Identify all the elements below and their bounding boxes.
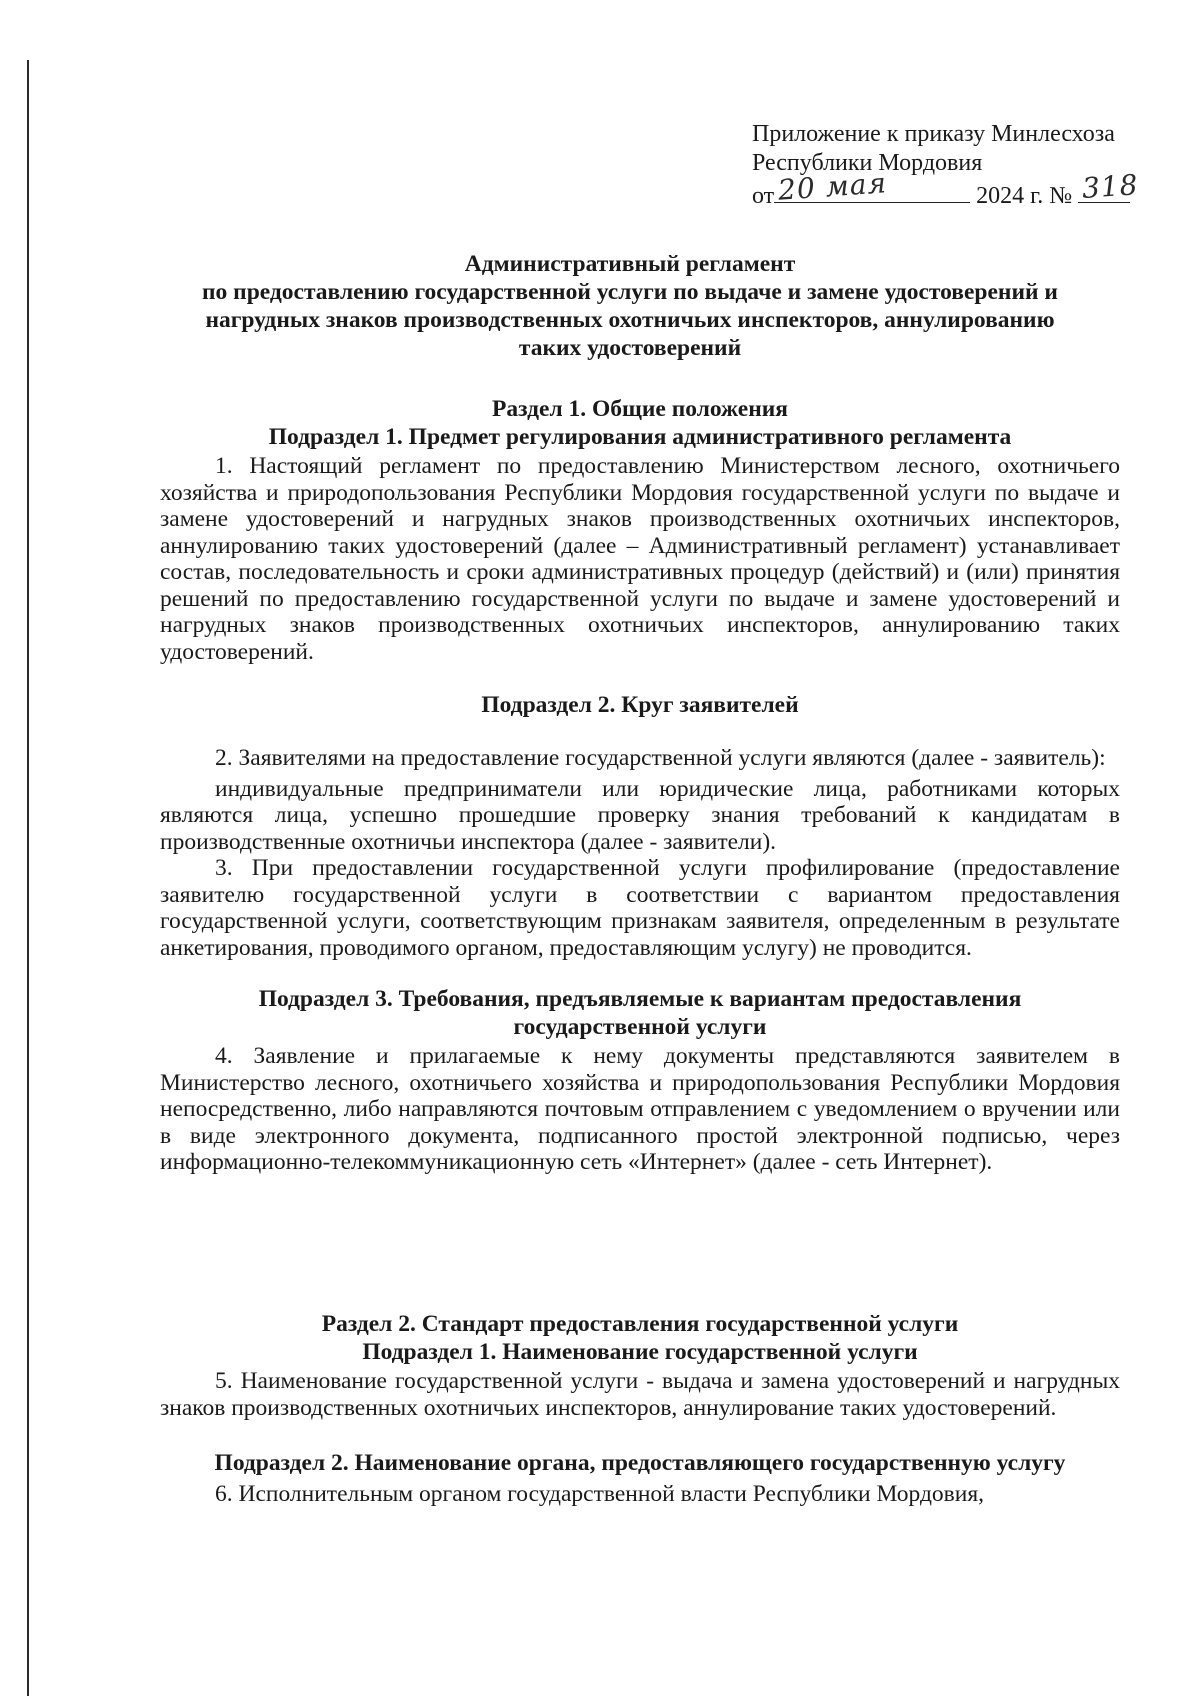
approval-line-1: Приложение к приказу Минлесхоза bbox=[752, 121, 1115, 147]
section-1 bbox=[160, 395, 1120, 1176]
paragraph-2: 2. Заявителями на предоставление государственной услуги являются (далее - заявитель): bbox=[215, 745, 1106, 771]
section-1-heading: Раздел 1. Общие положения bbox=[492, 396, 788, 422]
approval-line-2: Республики Мордовия bbox=[752, 150, 983, 176]
title-line-2: по предоставлению государственной услуги по выдаче и замене удостоверений и bbox=[202, 279, 1058, 305]
section-1-subsection-3-heading-line-2: государственной услуги bbox=[513, 1014, 767, 1040]
section-2 bbox=[160, 1310, 1120, 1508]
title-line-3: нагрудных знаков производственных охотничьих инспекторов, аннулированию bbox=[205, 307, 1055, 333]
section-2-subsection-1-heading: Подраздел 1. Наименование государственной услуги bbox=[362, 1339, 918, 1365]
date-blank bbox=[774, 166, 970, 207]
section-1-subsection-3-heading-line-1: Подраздел 3. Требования, предъявляемые к вариантам предоставления bbox=[258, 986, 1022, 1012]
title-line-4: таких удостоверений bbox=[518, 335, 742, 361]
section-2-heading: Раздел 2. Стандарт предоставления государственной услуги bbox=[321, 1311, 959, 1337]
paragraph-2b: индивидуальные предприниматели или юридические лица, работниками которых являются лица, успешно прошедшие проверку знания требований к кандидатам в производственные охотничьи инспектора (далее - заявители). bbox=[160, 775, 1120, 855]
section-1-subsection-2-heading: Подраздел 2. Круг заявителей bbox=[481, 692, 799, 718]
approval-stamp-block bbox=[752, 120, 1172, 211]
handwritten-number: 318 bbox=[1081, 168, 1140, 205]
paragraph-1: 1. Настоящий регламент по предоставлению Министерством лесного, охотничьего хозяйства и природопользования Республики Мордовия государственной услуги по выдаче и замене удостоверений и нагрудных знаков производственных охотничьих инспекторов, аннулированию таких удостоверений (далее – Административный регламент) устанавливает состав, последовательность и сроки административных процедур (действий) и (или) принятия решений по предоставлению государственной услуги по выдаче и замене удостоверений и нагрудных знаков производственных охотничьих инспекторов, аннулированию таких удостоверений. bbox=[160, 453, 1120, 665]
section-2-subsection-2-heading: Подраздел 2. Наименование органа, предоставляющего государственную услугу bbox=[214, 1450, 1066, 1476]
paragraph-4: 4. Заявление и прилагаемые к нему документы представляются заявителем в Министерство лесного, охотничьего хозяйства и природопользования Республики Мордовия непосредственно, либо направляются почтовым отправлением с уведомлением о вручении или в виде электронного документа, подписанного простой электронной подписью, через информационно-телекоммуникационную сеть «Интернет» (далее - сеть Интернет). bbox=[160, 1043, 1120, 1175]
date-prefix: от bbox=[752, 183, 775, 209]
paragraph-3: 3. При предоставлении государственной услуги профилирование (предоставление заявителю государственной услуги в соответствии с вариантом предоставления государственной услуги, соответствующим признакам заявителя, определенным в результате анкетирования, проводимого органом, предоставляющим услугу) не проводится. bbox=[160, 855, 1120, 961]
document-title bbox=[170, 250, 1090, 362]
paragraph-5: 5. Наименование государственной услуги - выдача и замена удостоверений и нагрудных знаков производственных охотничьих инспекторов, аннулирование таких удостоверений. bbox=[160, 1368, 1120, 1421]
number-blank bbox=[1078, 168, 1140, 205]
title-line-1: Административный регламент bbox=[464, 251, 796, 277]
approval-date-line bbox=[752, 166, 1172, 211]
section-1-subsection-1-heading: Подраздел 1. Предмет регулирования административного регламента bbox=[268, 424, 1012, 450]
handwritten-date: 20 мая bbox=[777, 166, 889, 207]
scan-edge-line bbox=[27, 60, 29, 1696]
paragraph-6: 6. Исполнительным органом государственной власти Республики Мордовия, bbox=[215, 1481, 985, 1507]
year-text: 2024 г. № bbox=[976, 183, 1073, 209]
